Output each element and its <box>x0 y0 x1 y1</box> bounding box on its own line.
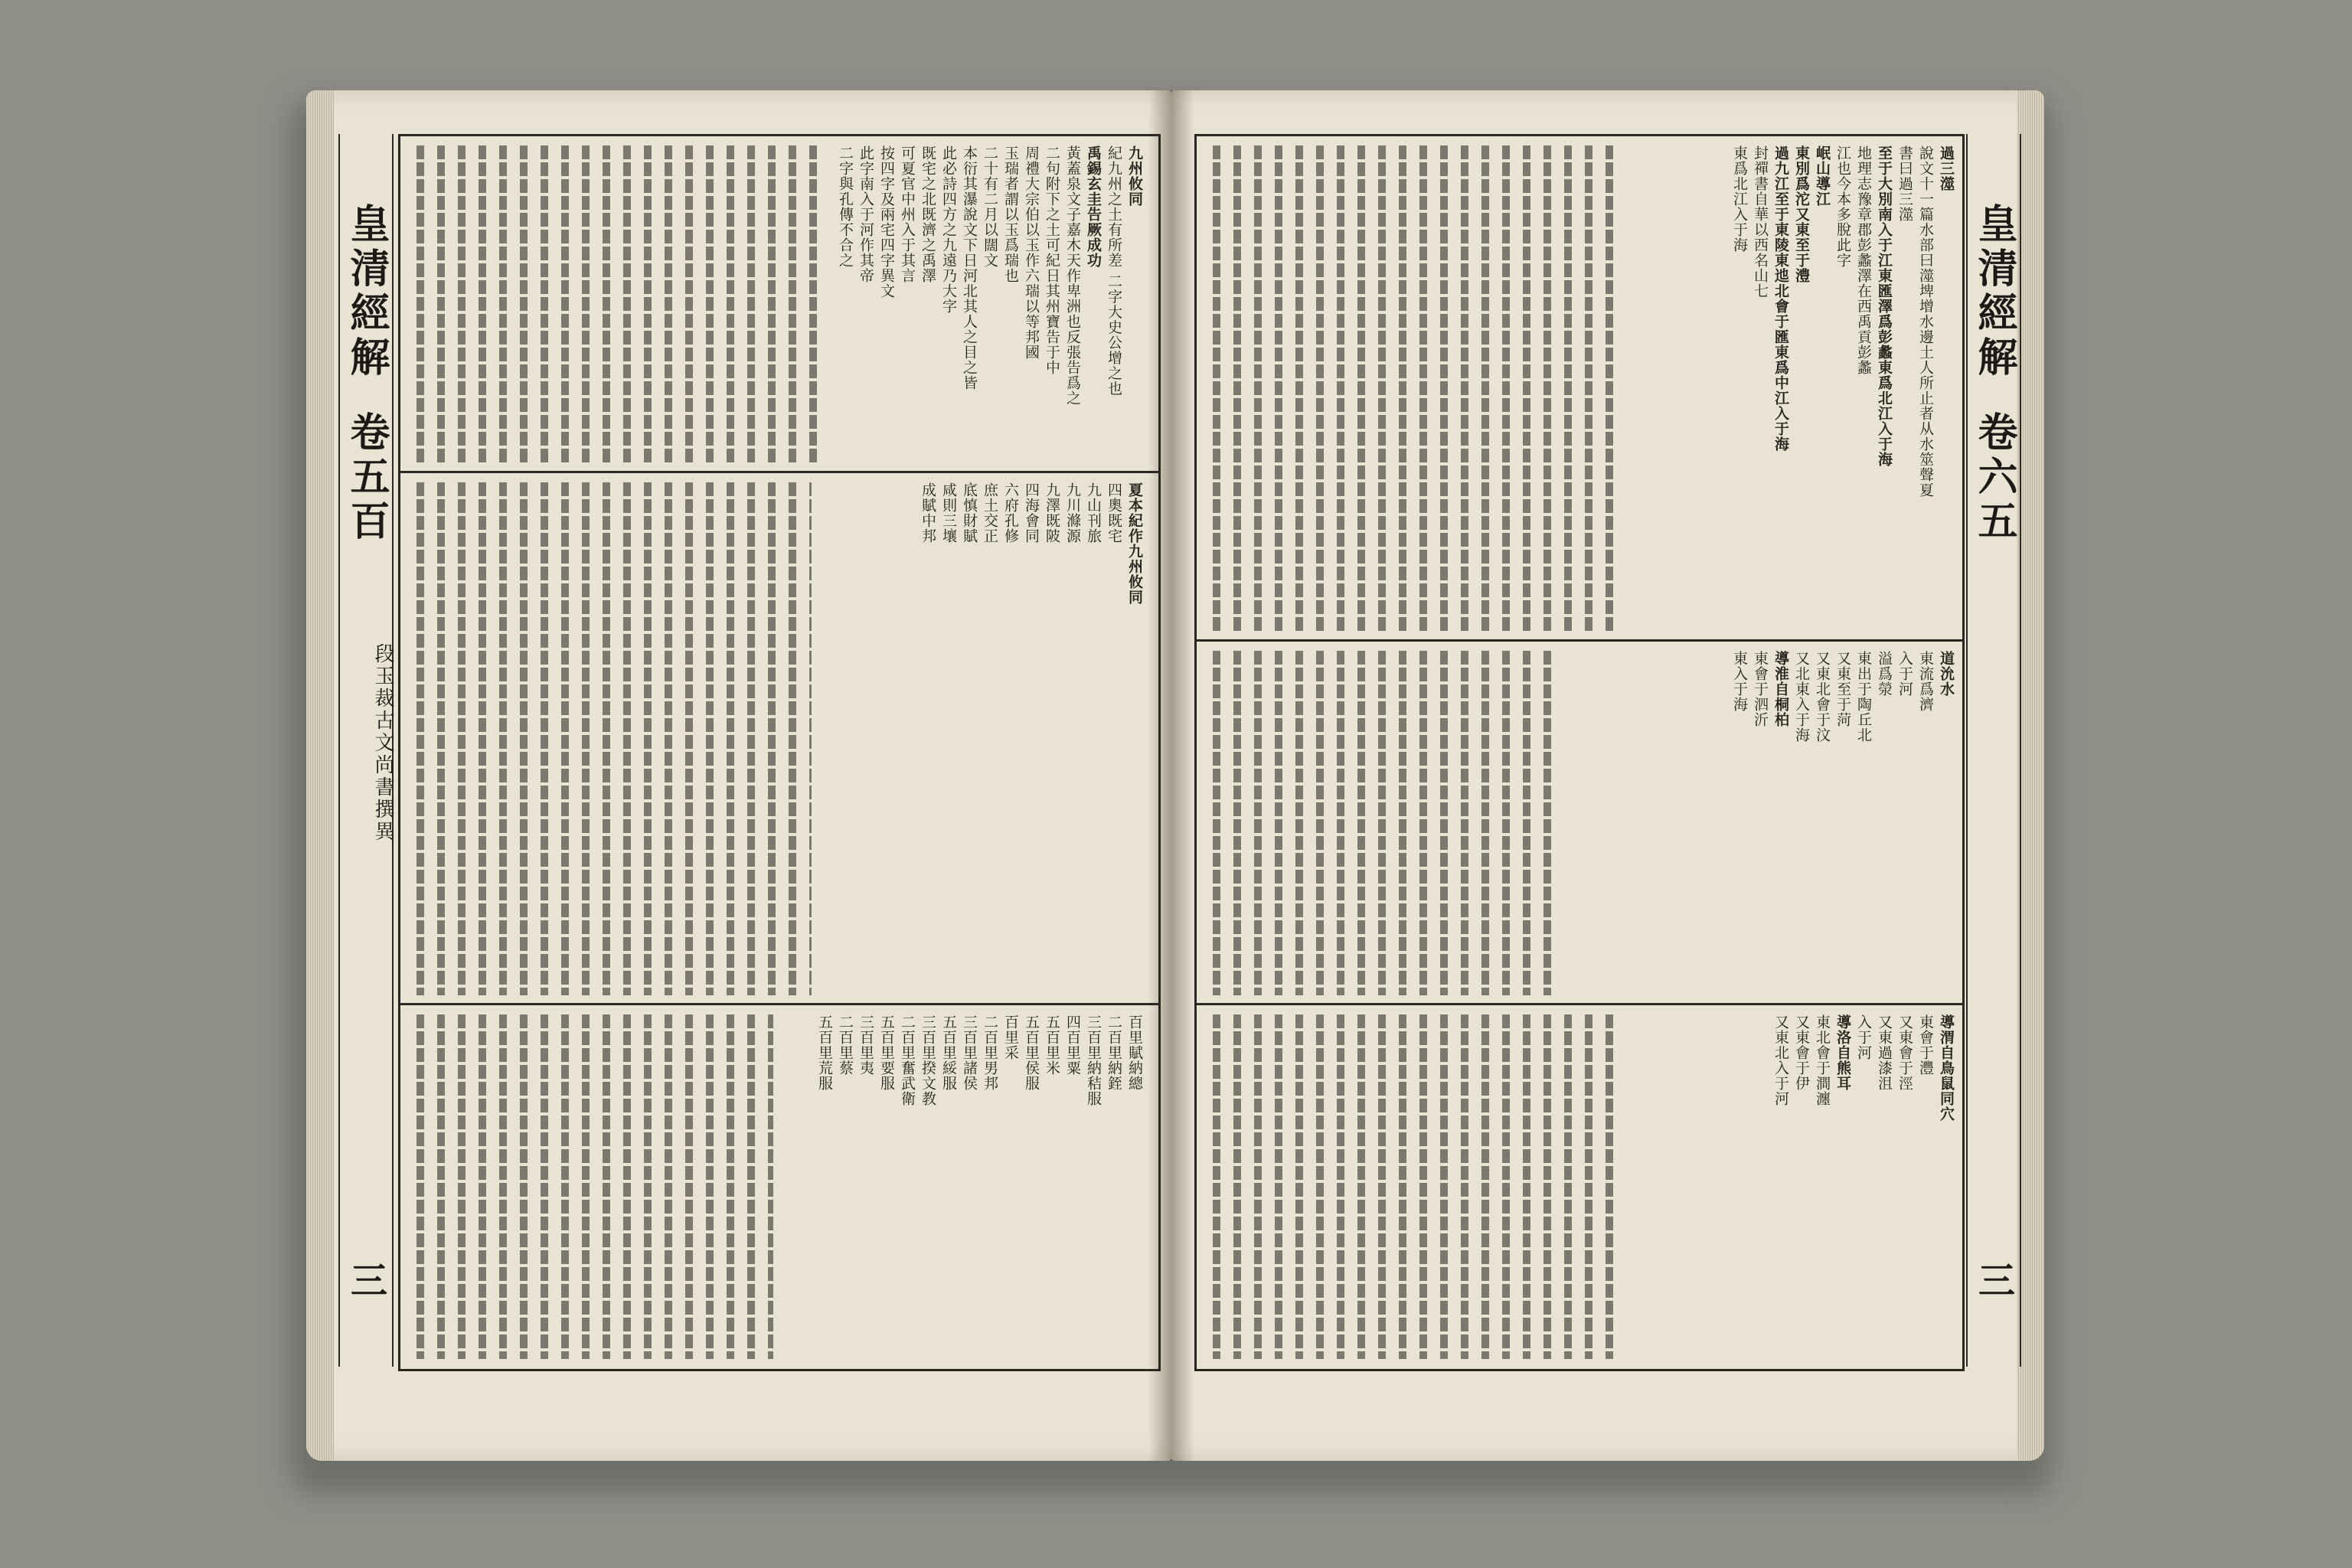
right-upper-col: 封禪書自華以西名山七 <box>1752 145 1769 299</box>
left-upper-col: 二十有二月以闊文 <box>982 145 998 268</box>
left-middle-col: 夏本紀作九州攸同 <box>1126 482 1143 605</box>
right-upper-col: 地理志豫章郡彭蠡澤在西禹貢彭蠡 <box>1855 145 1872 375</box>
left-lower-col: 五百里要服 <box>878 1014 895 1091</box>
right-lower-col: 又東北會于汶 <box>1814 651 1831 743</box>
left-middle-col: 底慎財賦 <box>961 482 978 544</box>
right-upper-col: 東別爲沱又東至于澧 <box>1793 145 1810 283</box>
left-lower-text-body <box>406 1014 773 1359</box>
left-middle-col: 九山刊旅 <box>1085 482 1102 544</box>
left-upper-col: 周禮大宗伯以玉作六瑞以等邦國 <box>1023 145 1040 360</box>
left-upper-col: 禹錫玄圭告厥成功 <box>1085 145 1102 268</box>
right-lower-col: 導洛自熊耳 <box>1834 1014 1851 1091</box>
left-middle-col: 咸則三壤 <box>940 482 957 544</box>
left-lower-text-right <box>781 1014 1145 1359</box>
right-upper-col: 岷山導江 <box>1814 145 1831 207</box>
right-page-spine <box>1966 134 2021 1367</box>
right-lower-col: 又北東入于海 <box>1793 651 1810 743</box>
right-middle-text-body <box>1202 651 1554 995</box>
left-lower-col: 五百里侯服 <box>1023 1014 1040 1091</box>
left-middle-col: 庶土交正 <box>982 482 998 544</box>
left-middle-text-body <box>406 482 812 995</box>
right-spine-page-number: 三 <box>1971 1261 2015 1298</box>
left-lower-col: 二百里奮武衛 <box>899 1014 916 1106</box>
left-lower-col: 五百里米 <box>1044 1014 1060 1076</box>
left-lower-col: 二百里蔡 <box>837 1014 854 1076</box>
left-lower-col: 二百里男邦 <box>982 1014 998 1091</box>
left-lower-col: 五百里荒服 <box>816 1014 833 1091</box>
right-lower-col: 又東會于涇 <box>1896 1014 1913 1091</box>
left-upper-col: 此字南入于河作其帝 <box>858 145 874 283</box>
left-upper-col: 本衍其瀑說文下日河北其人之目之皆 <box>961 145 978 390</box>
right-lower-col: 東會于泗沂 <box>1752 651 1769 727</box>
left-upper-col: 玉瑞者謂以玉爲瑞也 <box>1002 145 1019 283</box>
right-upper-col: 江也今本多脫此字 <box>1834 145 1851 268</box>
left-upper-col: 既宅之北既濟之禹澤 <box>920 145 936 283</box>
right-upper-text-right <box>1631 145 1956 632</box>
right-lower-col: 又東過漆沮 <box>1876 1014 1893 1091</box>
left-middle-text-right <box>819 482 1145 995</box>
right-lower-col: 又東會于伊 <box>1793 1014 1810 1091</box>
left-spine-page-number: 三 <box>344 1261 387 1298</box>
left-lower-col: 四百里粟 <box>1064 1014 1081 1076</box>
right-lower-col: 道沇水 <box>1938 651 1955 697</box>
right-lower-col: 東流爲濟 <box>1917 651 1934 712</box>
right-lower-text-right <box>1623 1014 1956 1359</box>
left-upper-col: 二字與孔傳不合之 <box>837 145 854 268</box>
left-lower-col: 五百里綏服 <box>940 1014 957 1091</box>
right-upper-col: 東爲北江入于海 <box>1731 145 1748 253</box>
right-lower-col: 東出于陶丘北 <box>1855 651 1872 743</box>
right-lower-col: 東北會于澗瀍 <box>1814 1014 1831 1106</box>
left-lower-col: 百里采 <box>1002 1014 1019 1060</box>
left-middle-col: 九澤既陂 <box>1044 482 1060 544</box>
right-lower-divider <box>1194 1003 1962 1005</box>
right-upper-col: 書曰過三澨 <box>1896 145 1913 222</box>
left-middle-col: 四海會同 <box>1023 482 1040 544</box>
right-upper-col: 過三澨 <box>1938 145 1955 191</box>
left-upper-col: 九州攸同 <box>1126 145 1143 207</box>
left-upper-col: 此必詩四方之九遠乃大字 <box>940 145 957 314</box>
right-lower-col: 入于河 <box>1855 1014 1872 1060</box>
right-lower-col: 入于河 <box>1896 651 1913 697</box>
right-middle-text-right <box>1562 651 1956 995</box>
right-lower-col: 又東北入于河 <box>1772 1014 1789 1106</box>
left-middle-col: 成賦中邦 <box>920 482 936 544</box>
left-upper-col: 可夏官中州入于其言 <box>899 145 916 283</box>
left-middle-col: 六府孔修 <box>1002 482 1019 544</box>
right-upper-col: 至于大別南入于江東匯澤爲彭蠡東爲北江入于海 <box>1876 145 1893 467</box>
left-lower-col: 二百里納銍 <box>1106 1014 1122 1091</box>
left-upper-text-right <box>835 145 1145 463</box>
left-lower-divider <box>398 1003 1158 1005</box>
right-lower-col: 又東至于菏 <box>1834 651 1851 727</box>
right-upper-divider <box>1194 639 1962 642</box>
left-lower-col: 三百里揆文教 <box>920 1014 936 1106</box>
left-upper-text-body <box>406 145 827 463</box>
left-upper-col: 黃蓋泉文子嘉木天作卑洲也反張告爲之 <box>1064 145 1081 406</box>
left-upper-col: 按四字及兩宅四字異文 <box>878 145 895 299</box>
left-upper-col: 紀九州之土有所差 二字大史公增之也 <box>1106 145 1122 397</box>
left-spine-title: 皇清經解 <box>343 203 390 381</box>
right-lower-col: 導渭自鳥鼠同穴 <box>1938 1014 1955 1122</box>
right-upper-text-body <box>1202 145 1623 632</box>
left-middle-col: 四奧既宅 <box>1106 482 1122 544</box>
right-lower-col: 東入于海 <box>1731 651 1748 712</box>
right-spine-title: 皇清經解 <box>1971 203 2017 381</box>
left-spine-subtitle: 段玉裁古文尚書撰異 <box>371 643 394 843</box>
left-lower-col: 百里賦納總 <box>1126 1014 1143 1091</box>
left-spine-volume: 卷五百 <box>343 411 390 544</box>
right-upper-col: 過九江至于東陵東迆北會于匯東爲中江入于海 <box>1772 145 1789 452</box>
left-middle-col: 九川滌源 <box>1064 482 1081 544</box>
right-lower-text-body <box>1202 1014 1615 1359</box>
right-spine-volume: 卷六五 <box>1971 411 2017 544</box>
left-upper-divider <box>398 471 1158 473</box>
left-lower-col: 三百里夷 <box>858 1014 874 1076</box>
left-lower-col: 三百里納秸服 <box>1085 1014 1102 1106</box>
left-lower-col: 三百里諸侯 <box>961 1014 978 1091</box>
right-lower-col: 溢爲滎 <box>1876 651 1893 697</box>
right-lower-col: 東會于灃 <box>1917 1014 1934 1076</box>
right-upper-col: 說文十一篇水部曰澨埤增水邊土人所止者从水筮聲夏 <box>1917 145 1934 498</box>
left-upper-col: 二句附下之土可紀日其州寶告于中 <box>1044 145 1060 375</box>
left-page-edge <box>306 90 334 1461</box>
right-lower-col: 導淮自桐柏 <box>1772 651 1789 727</box>
